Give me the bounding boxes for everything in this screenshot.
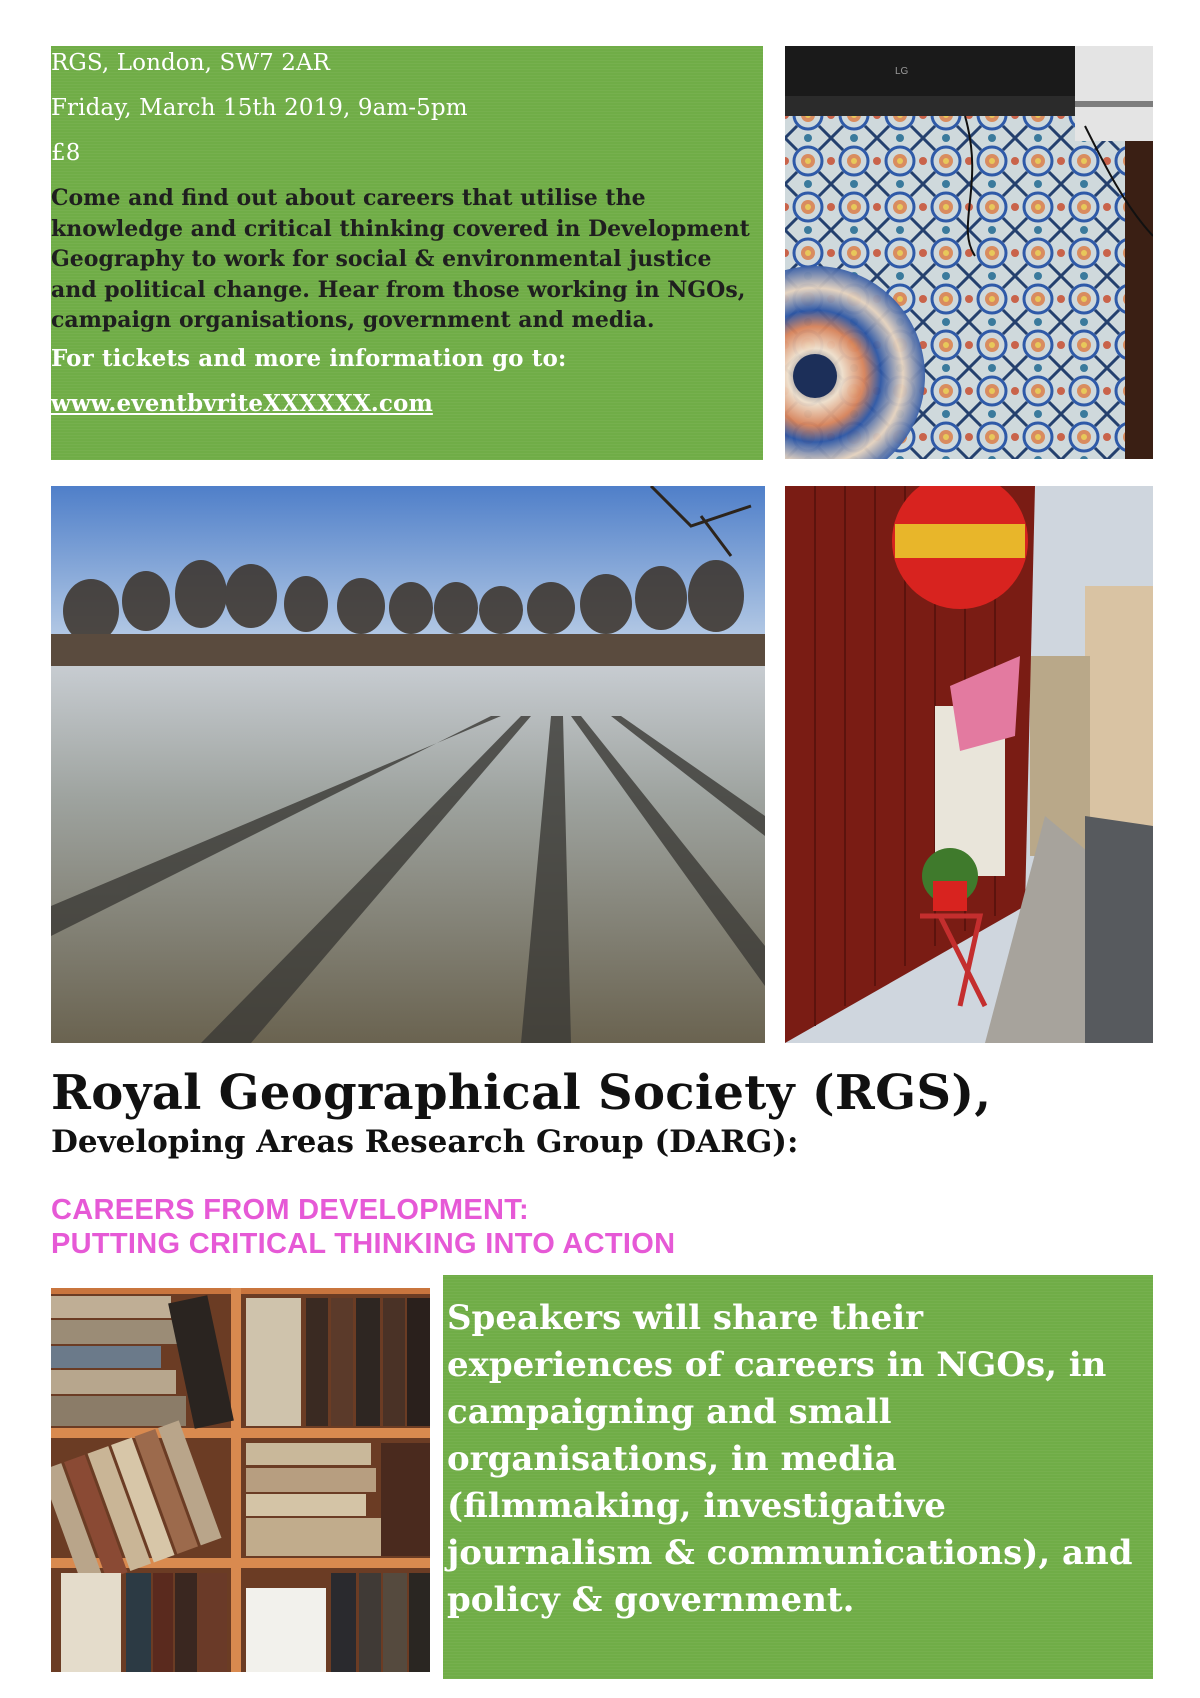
price-text: £8 [51,140,81,166]
event-title-line-1: CAREERS FROM DEVELOPMENT: [51,1194,529,1226]
venue-text: RGS, London, SW7 2AR [51,50,331,76]
speakers-panel [443,1275,1153,1679]
speakers-description: Speakers will share their experiences of careers in NGOs, in campaigning and small organisations, in media (filmmaking, investigative journalism & communications), and policy & government. [447,1298,1133,1620]
event-title-line-2: PUTTING CRITICAL THINKING INTO ACTION [51,1228,676,1260]
organisation-title: Royal Geographical Society (RGS), [51,1065,992,1121]
event-description: Come and find out about careers that utilise the knowledge and critical thinking covered in Development Geography to work for social & environmental justice and political change. Hear from those working in NGOs, campaign organisations, government and media. [51,185,750,333]
bookshelf-photo [51,1288,430,1672]
street-house-photo [785,486,1153,1043]
tiles-photo [785,46,1153,459]
event-info-panel [51,46,763,460]
park-shadows-photo [51,486,765,1043]
date-time-text: Friday, March 15th 2019, 9am-5pm [51,95,468,121]
tv-logo-text: LG [895,66,909,77]
tickets-text: For tickets and more information go to: [51,344,567,372]
tickets-link[interactable]: www.eventbvriteXXXXXX.com [51,389,433,417]
organisation-subtitle: Developing Areas Research Group (DARG): [51,1124,799,1160]
